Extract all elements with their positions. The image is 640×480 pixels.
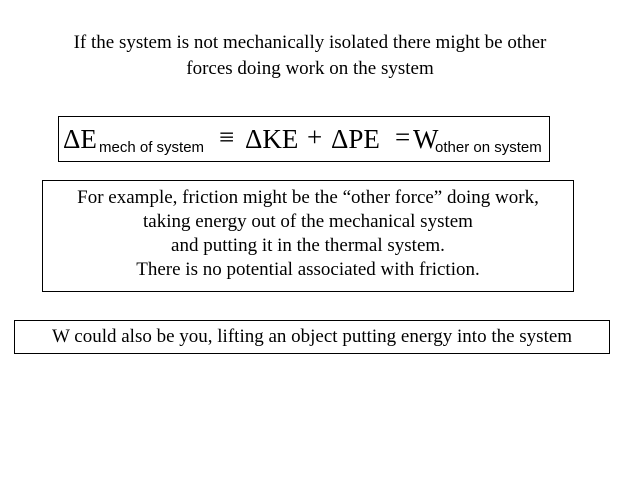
example-line-2: taking energy out of the mechanical system <box>143 211 473 232</box>
eq-subscript-mech: mech of system <box>99 139 205 156</box>
eq-delta-ke: ΔKE <box>245 124 299 154</box>
eq-equiv-sign: ≡ <box>219 122 235 152</box>
example-line-1: For example, friction might be the “other force” doing work, <box>77 187 539 208</box>
example-line-4: There is no potential associated with friction. <box>136 259 480 280</box>
eq-equals-sign: = <box>395 122 411 152</box>
friction-example-box <box>42 180 574 292</box>
slide-heading <box>20 30 600 82</box>
heading-line-2: forces doing work on the system <box>186 58 434 79</box>
heading-line-1: If the system is not mechanically isolated there might be other <box>73 32 547 53</box>
eq-w: W <box>413 124 439 154</box>
eq-delta-pe: ΔPE <box>331 124 380 154</box>
eq-subscript-other: other on system <box>435 139 542 156</box>
example-line-3: and putting it in the thermal system. <box>171 235 445 256</box>
eq-delta-e: ΔE <box>63 124 97 154</box>
you-work-note: W could also be you, lifting an object putting energy into the system <box>14 320 610 354</box>
equation-box <box>58 116 550 162</box>
eq-plus-sign: + <box>307 122 323 152</box>
